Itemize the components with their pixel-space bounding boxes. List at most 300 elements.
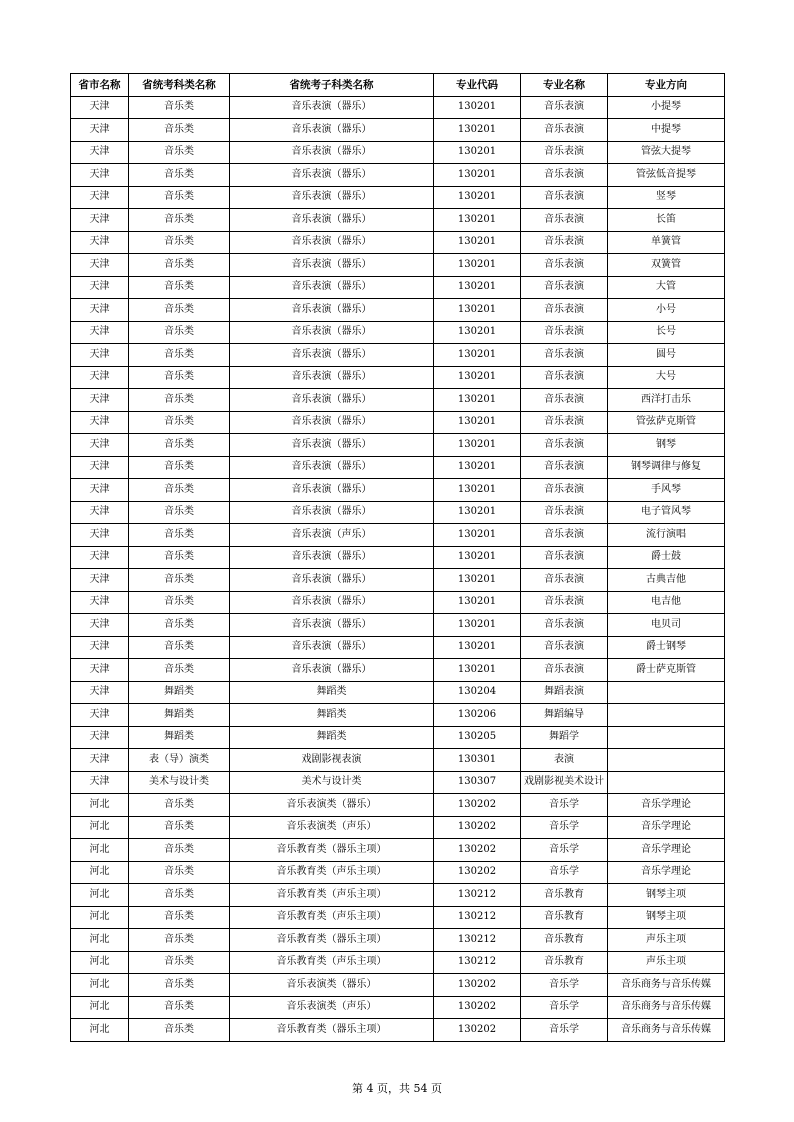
cell-major-code: 130201 <box>434 411 521 434</box>
cell-major-code: 130201 <box>434 591 521 614</box>
cell-province: 天津 <box>71 479 129 502</box>
header-subcategory: 省统考子科类名称 <box>230 74 434 97</box>
cell-subcategory: 舞蹈类 <box>230 726 434 749</box>
cell-province: 天津 <box>71 276 129 299</box>
cell-major-code: 130202 <box>434 1019 521 1042</box>
cell-direction <box>608 771 725 794</box>
cell-major-name: 音乐表演 <box>521 456 608 479</box>
cell-major-name: 戏剧影视美术设计 <box>521 771 608 794</box>
cell-category: 美术与设计类 <box>129 771 230 794</box>
cell-category: 音乐类 <box>129 816 230 839</box>
cell-province: 天津 <box>71 164 129 187</box>
cell-major-code: 130201 <box>434 366 521 389</box>
cell-direction: 音乐学理论 <box>608 794 725 817</box>
cell-province: 天津 <box>71 659 129 682</box>
cell-major-name: 音乐教育 <box>521 906 608 929</box>
table-row <box>71 479 725 502</box>
table-row <box>71 1019 725 1042</box>
cell-subcategory: 音乐表演（器乐） <box>230 434 434 457</box>
cell-subcategory: 音乐表演（器乐） <box>230 119 434 142</box>
cell-direction: 圆号 <box>608 344 725 367</box>
table-row <box>71 726 725 749</box>
cell-direction: 音乐学理论 <box>608 861 725 884</box>
cell-category: 音乐类 <box>129 794 230 817</box>
cell-direction: 双簧管 <box>608 254 725 277</box>
cell-major-code: 130212 <box>434 951 521 974</box>
cell-direction: 音乐学理论 <box>608 839 725 862</box>
cell-province: 天津 <box>71 681 129 704</box>
cell-subcategory: 音乐表演类（声乐） <box>230 816 434 839</box>
cell-subcategory: 音乐教育类（器乐主项） <box>230 839 434 862</box>
cell-direction <box>608 726 725 749</box>
table-row <box>71 501 725 524</box>
table-row <box>71 614 725 637</box>
cell-major-code: 130201 <box>434 456 521 479</box>
cell-direction: 管弦萨克斯管 <box>608 411 725 434</box>
table-row <box>71 254 725 277</box>
header-major-code: 专业代码 <box>434 74 521 97</box>
cell-major-code: 130212 <box>434 906 521 929</box>
cell-category: 舞蹈类 <box>129 681 230 704</box>
cell-major-name: 音乐学 <box>521 794 608 817</box>
cell-major-name: 音乐表演 <box>521 141 608 164</box>
cell-subcategory: 音乐表演（器乐） <box>230 411 434 434</box>
cell-category: 音乐类 <box>129 344 230 367</box>
cell-province: 天津 <box>71 434 129 457</box>
table-row <box>71 119 725 142</box>
cell-category: 音乐类 <box>129 299 230 322</box>
cell-subcategory: 音乐表演（器乐） <box>230 569 434 592</box>
header-major-name: 专业名称 <box>521 74 608 97</box>
cell-category: 音乐类 <box>129 569 230 592</box>
cell-subcategory: 音乐表演（器乐） <box>230 546 434 569</box>
cell-province: 河北 <box>71 816 129 839</box>
cell-direction: 电贝司 <box>608 614 725 637</box>
cell-category: 音乐类 <box>129 614 230 637</box>
table-row <box>71 276 725 299</box>
cell-subcategory: 音乐表演（器乐） <box>230 186 434 209</box>
cell-direction: 小提琴 <box>608 96 725 119</box>
cell-subcategory: 音乐表演（器乐） <box>230 659 434 682</box>
cell-category: 音乐类 <box>129 141 230 164</box>
cell-major-code: 130201 <box>434 546 521 569</box>
cell-subcategory: 音乐教育类（声乐主项） <box>230 906 434 929</box>
table-row <box>71 141 725 164</box>
cell-major-code: 130202 <box>434 974 521 997</box>
cell-direction <box>608 704 725 727</box>
cell-major-name: 音乐表演 <box>521 299 608 322</box>
cell-province: 河北 <box>71 884 129 907</box>
cell-province: 天津 <box>71 771 129 794</box>
cell-major-name: 音乐表演 <box>521 96 608 119</box>
table-row <box>71 861 725 884</box>
cell-category: 音乐类 <box>129 164 230 187</box>
cell-subcategory: 音乐表演类（器乐） <box>230 794 434 817</box>
cell-category: 音乐类 <box>129 974 230 997</box>
cell-major-code: 130201 <box>434 479 521 502</box>
cell-major-name: 音乐学 <box>521 974 608 997</box>
cell-direction: 电吉他 <box>608 591 725 614</box>
table-row <box>71 456 725 479</box>
cell-major-name: 音乐表演 <box>521 186 608 209</box>
cell-direction: 爵士钢琴 <box>608 636 725 659</box>
cell-subcategory: 舞蹈类 <box>230 704 434 727</box>
table-row <box>71 434 725 457</box>
cell-category: 音乐类 <box>129 276 230 299</box>
cell-major-name: 音乐表演 <box>521 276 608 299</box>
cell-subcategory: 音乐表演（器乐） <box>230 344 434 367</box>
cell-direction: 音乐商务与音乐传媒 <box>608 996 725 1019</box>
cell-province: 天津 <box>71 344 129 367</box>
cell-direction: 竖琴 <box>608 186 725 209</box>
cell-major-name: 音乐教育 <box>521 951 608 974</box>
cell-direction: 爵士鼓 <box>608 546 725 569</box>
cell-major-code: 130201 <box>434 501 521 524</box>
cell-direction: 钢琴 <box>608 434 725 457</box>
table-row <box>71 321 725 344</box>
cell-category: 音乐类 <box>129 231 230 254</box>
cell-major-name: 音乐表演 <box>521 164 608 187</box>
cell-major-code: 130201 <box>434 636 521 659</box>
table-header <box>71 74 725 97</box>
table-row <box>71 749 725 772</box>
cell-subcategory: 音乐表演（器乐） <box>230 479 434 502</box>
cell-direction: 音乐商务与音乐传媒 <box>608 1019 725 1042</box>
cell-major-code: 130307 <box>434 771 521 794</box>
table-row <box>71 771 725 794</box>
table-body <box>71 96 725 1041</box>
cell-major-code: 130202 <box>434 816 521 839</box>
cell-subcategory: 音乐表演（器乐） <box>230 254 434 277</box>
table-row <box>71 929 725 952</box>
cell-major-name: 舞蹈表演 <box>521 681 608 704</box>
cell-major-code: 130201 <box>434 344 521 367</box>
cell-major-code: 130202 <box>434 794 521 817</box>
cell-direction: 钢琴主项 <box>608 884 725 907</box>
cell-direction: 大号 <box>608 366 725 389</box>
table-row <box>71 636 725 659</box>
cell-major-name: 音乐表演 <box>521 434 608 457</box>
table-row <box>71 906 725 929</box>
cell-subcategory: 音乐教育类（声乐主项） <box>230 951 434 974</box>
table-row <box>71 591 725 614</box>
cell-category: 音乐类 <box>129 1019 230 1042</box>
cell-major-name: 音乐表演 <box>521 546 608 569</box>
cell-category: 音乐类 <box>129 906 230 929</box>
cell-category: 音乐类 <box>129 861 230 884</box>
cell-category: 音乐类 <box>129 209 230 232</box>
cell-subcategory: 美术与设计类 <box>230 771 434 794</box>
table-row <box>71 164 725 187</box>
cell-category: 舞蹈类 <box>129 704 230 727</box>
cell-province: 天津 <box>71 366 129 389</box>
cell-major-name: 音乐表演 <box>521 411 608 434</box>
cell-category: 音乐类 <box>129 591 230 614</box>
cell-category: 音乐类 <box>129 254 230 277</box>
cell-major-code: 130202 <box>434 839 521 862</box>
cell-major-code: 130201 <box>434 569 521 592</box>
cell-province: 河北 <box>71 974 129 997</box>
header-direction: 专业方向 <box>608 74 725 97</box>
cell-subcategory: 舞蹈类 <box>230 681 434 704</box>
cell-major-name: 音乐表演 <box>521 636 608 659</box>
cell-province: 天津 <box>71 636 129 659</box>
cell-major-code: 130201 <box>434 276 521 299</box>
cell-direction: 手风琴 <box>608 479 725 502</box>
cell-province: 河北 <box>71 996 129 1019</box>
cell-major-name: 音乐表演 <box>521 569 608 592</box>
cell-major-code: 130201 <box>434 659 521 682</box>
cell-major-code: 130205 <box>434 726 521 749</box>
table-row <box>71 411 725 434</box>
cell-subcategory: 音乐表演（器乐） <box>230 96 434 119</box>
cell-category: 音乐类 <box>129 366 230 389</box>
cell-category: 音乐类 <box>129 659 230 682</box>
cell-major-name: 音乐表演 <box>521 119 608 142</box>
cell-major-code: 130201 <box>434 209 521 232</box>
cell-province: 天津 <box>71 231 129 254</box>
cell-subcategory: 音乐表演类（声乐） <box>230 996 434 1019</box>
cell-major-name: 音乐表演 <box>521 366 608 389</box>
specialty-table <box>70 73 725 1042</box>
cell-province: 天津 <box>71 569 129 592</box>
cell-major-code: 130202 <box>434 861 521 884</box>
cell-province: 天津 <box>71 546 129 569</box>
cell-major-code: 130201 <box>434 186 521 209</box>
cell-province: 天津 <box>71 456 129 479</box>
cell-major-code: 130201 <box>434 254 521 277</box>
cell-province: 天津 <box>71 726 129 749</box>
cell-category: 音乐类 <box>129 839 230 862</box>
table-row <box>71 96 725 119</box>
table-row <box>71 366 725 389</box>
cell-major-name: 音乐表演 <box>521 591 608 614</box>
cell-province: 天津 <box>71 501 129 524</box>
cell-category: 音乐类 <box>129 411 230 434</box>
cell-province: 天津 <box>71 749 129 772</box>
cell-major-code: 130212 <box>434 884 521 907</box>
cell-direction: 中提琴 <box>608 119 725 142</box>
cell-category: 音乐类 <box>129 636 230 659</box>
cell-subcategory: 音乐表演（器乐） <box>230 164 434 187</box>
cell-province: 天津 <box>71 411 129 434</box>
cell-major-name: 音乐学 <box>521 996 608 1019</box>
table-row <box>71 704 725 727</box>
cell-province: 天津 <box>71 119 129 142</box>
cell-subcategory: 音乐表演（器乐） <box>230 299 434 322</box>
cell-direction: 管弦大提琴 <box>608 141 725 164</box>
cell-province: 天津 <box>71 591 129 614</box>
table-row <box>71 659 725 682</box>
cell-category: 表（导）演类 <box>129 749 230 772</box>
cell-major-code: 130201 <box>434 389 521 412</box>
cell-major-code: 130206 <box>434 704 521 727</box>
table-row <box>71 816 725 839</box>
cell-province: 天津 <box>71 524 129 547</box>
cell-category: 音乐类 <box>129 524 230 547</box>
cell-category: 音乐类 <box>129 996 230 1019</box>
cell-major-name: 音乐表演 <box>521 389 608 412</box>
cell-direction <box>608 749 725 772</box>
table-row <box>71 209 725 232</box>
cell-category: 音乐类 <box>129 434 230 457</box>
cell-subcategory: 音乐表演（器乐） <box>230 614 434 637</box>
cell-major-name: 音乐表演 <box>521 209 608 232</box>
cell-subcategory: 音乐表演（器乐） <box>230 636 434 659</box>
cell-direction: 长笛 <box>608 209 725 232</box>
cell-province: 天津 <box>71 96 129 119</box>
cell-subcategory: 音乐表演（器乐） <box>230 141 434 164</box>
cell-province: 河北 <box>71 839 129 862</box>
cell-direction: 音乐学理论 <box>608 816 725 839</box>
cell-major-name: 音乐表演 <box>521 479 608 502</box>
header-row <box>71 74 725 97</box>
table-row <box>71 974 725 997</box>
cell-province: 天津 <box>71 141 129 164</box>
cell-major-name: 音乐表演 <box>521 254 608 277</box>
cell-category: 音乐类 <box>129 951 230 974</box>
cell-category: 音乐类 <box>129 119 230 142</box>
table-row <box>71 186 725 209</box>
cell-major-code: 130212 <box>434 929 521 952</box>
cell-subcategory: 音乐表演（器乐） <box>230 276 434 299</box>
cell-province: 河北 <box>71 951 129 974</box>
cell-category: 音乐类 <box>129 929 230 952</box>
cell-province: 天津 <box>71 321 129 344</box>
cell-major-name: 音乐表演 <box>521 659 608 682</box>
cell-category: 音乐类 <box>129 186 230 209</box>
cell-major-code: 130301 <box>434 749 521 772</box>
table-row <box>71 951 725 974</box>
table-row <box>71 839 725 862</box>
table-row <box>71 681 725 704</box>
cell-category: 音乐类 <box>129 546 230 569</box>
cell-province: 河北 <box>71 794 129 817</box>
cell-category: 音乐类 <box>129 501 230 524</box>
cell-direction: 大管 <box>608 276 725 299</box>
cell-major-name: 音乐学 <box>521 1019 608 1042</box>
cell-major-name: 音乐表演 <box>521 321 608 344</box>
cell-category: 音乐类 <box>129 321 230 344</box>
cell-major-code: 130201 <box>434 231 521 254</box>
page-footer: 第 4 页，共 54 页 <box>352 1082 442 1095</box>
cell-province: 天津 <box>71 299 129 322</box>
cell-province: 天津 <box>71 389 129 412</box>
cell-major-name: 音乐表演 <box>521 501 608 524</box>
cell-subcategory: 戏剧影视表演 <box>230 749 434 772</box>
cell-major-name: 音乐表演 <box>521 614 608 637</box>
cell-major-code: 130201 <box>434 96 521 119</box>
cell-subcategory: 音乐表演（器乐） <box>230 501 434 524</box>
cell-subcategory: 音乐教育类（声乐主项） <box>230 884 434 907</box>
cell-major-name: 音乐教育 <box>521 884 608 907</box>
cell-subcategory: 音乐表演（器乐） <box>230 366 434 389</box>
cell-subcategory: 音乐表演（器乐） <box>230 389 434 412</box>
cell-province: 河北 <box>71 906 129 929</box>
table-row <box>71 524 725 547</box>
table-row <box>71 794 725 817</box>
table-row <box>71 299 725 322</box>
table-row <box>71 389 725 412</box>
cell-direction <box>608 681 725 704</box>
cell-province: 天津 <box>71 254 129 277</box>
cell-major-name: 表演 <box>521 749 608 772</box>
cell-category: 音乐类 <box>129 389 230 412</box>
cell-province: 天津 <box>71 186 129 209</box>
cell-major-name: 音乐学 <box>521 816 608 839</box>
cell-subcategory: 音乐教育类（器乐主项） <box>230 1019 434 1042</box>
cell-major-name: 音乐表演 <box>521 231 608 254</box>
cell-category: 音乐类 <box>129 479 230 502</box>
cell-major-name: 音乐表演 <box>521 524 608 547</box>
table-row <box>71 546 725 569</box>
cell-subcategory: 音乐表演（器乐） <box>230 456 434 479</box>
cell-major-name: 舞蹈学 <box>521 726 608 749</box>
cell-category: 音乐类 <box>129 884 230 907</box>
cell-major-code: 130201 <box>434 164 521 187</box>
cell-subcategory: 音乐表演（器乐） <box>230 209 434 232</box>
cell-direction: 古典吉他 <box>608 569 725 592</box>
cell-subcategory: 音乐表演类（器乐） <box>230 974 434 997</box>
table-row <box>71 996 725 1019</box>
table-row <box>71 569 725 592</box>
cell-direction: 钢琴调律与修复 <box>608 456 725 479</box>
cell-direction: 声乐主项 <box>608 951 725 974</box>
cell-direction: 爵士萨克斯管 <box>608 659 725 682</box>
cell-direction: 管弦低音提琴 <box>608 164 725 187</box>
cell-direction: 小号 <box>608 299 725 322</box>
cell-subcategory: 音乐表演（器乐） <box>230 321 434 344</box>
cell-province: 河北 <box>71 929 129 952</box>
cell-major-code: 130204 <box>434 681 521 704</box>
cell-major-code: 130201 <box>434 321 521 344</box>
cell-province: 河北 <box>71 861 129 884</box>
cell-subcategory: 音乐表演（声乐） <box>230 524 434 547</box>
cell-category: 舞蹈类 <box>129 726 230 749</box>
cell-major-code: 130201 <box>434 434 521 457</box>
cell-province: 河北 <box>71 1019 129 1042</box>
cell-province: 天津 <box>71 614 129 637</box>
table-row <box>71 231 725 254</box>
cell-direction: 音乐商务与音乐传媒 <box>608 974 725 997</box>
header-category: 省统考科类名称 <box>129 74 230 97</box>
table-row <box>71 884 725 907</box>
cell-category: 音乐类 <box>129 456 230 479</box>
cell-major-code: 130201 <box>434 141 521 164</box>
cell-direction: 西洋打击乐 <box>608 389 725 412</box>
cell-major-code: 130202 <box>434 996 521 1019</box>
cell-subcategory: 音乐表演（器乐） <box>230 591 434 614</box>
cell-major-name: 音乐学 <box>521 839 608 862</box>
cell-direction: 长号 <box>608 321 725 344</box>
cell-direction: 钢琴主项 <box>608 906 725 929</box>
cell-subcategory: 音乐教育类（器乐主项） <box>230 929 434 952</box>
cell-direction: 电子管风琴 <box>608 501 725 524</box>
cell-category: 音乐类 <box>129 96 230 119</box>
cell-major-code: 130201 <box>434 299 521 322</box>
cell-direction: 声乐主项 <box>608 929 725 952</box>
cell-subcategory: 音乐教育类（声乐主项） <box>230 861 434 884</box>
cell-major-name: 音乐学 <box>521 861 608 884</box>
cell-subcategory: 音乐表演（器乐） <box>230 231 434 254</box>
cell-major-name: 音乐表演 <box>521 344 608 367</box>
cell-province: 天津 <box>71 209 129 232</box>
cell-major-code: 130201 <box>434 524 521 547</box>
cell-province: 天津 <box>71 704 129 727</box>
cell-direction: 流行演唱 <box>608 524 725 547</box>
cell-major-code: 130201 <box>434 614 521 637</box>
cell-direction: 单簧管 <box>608 231 725 254</box>
